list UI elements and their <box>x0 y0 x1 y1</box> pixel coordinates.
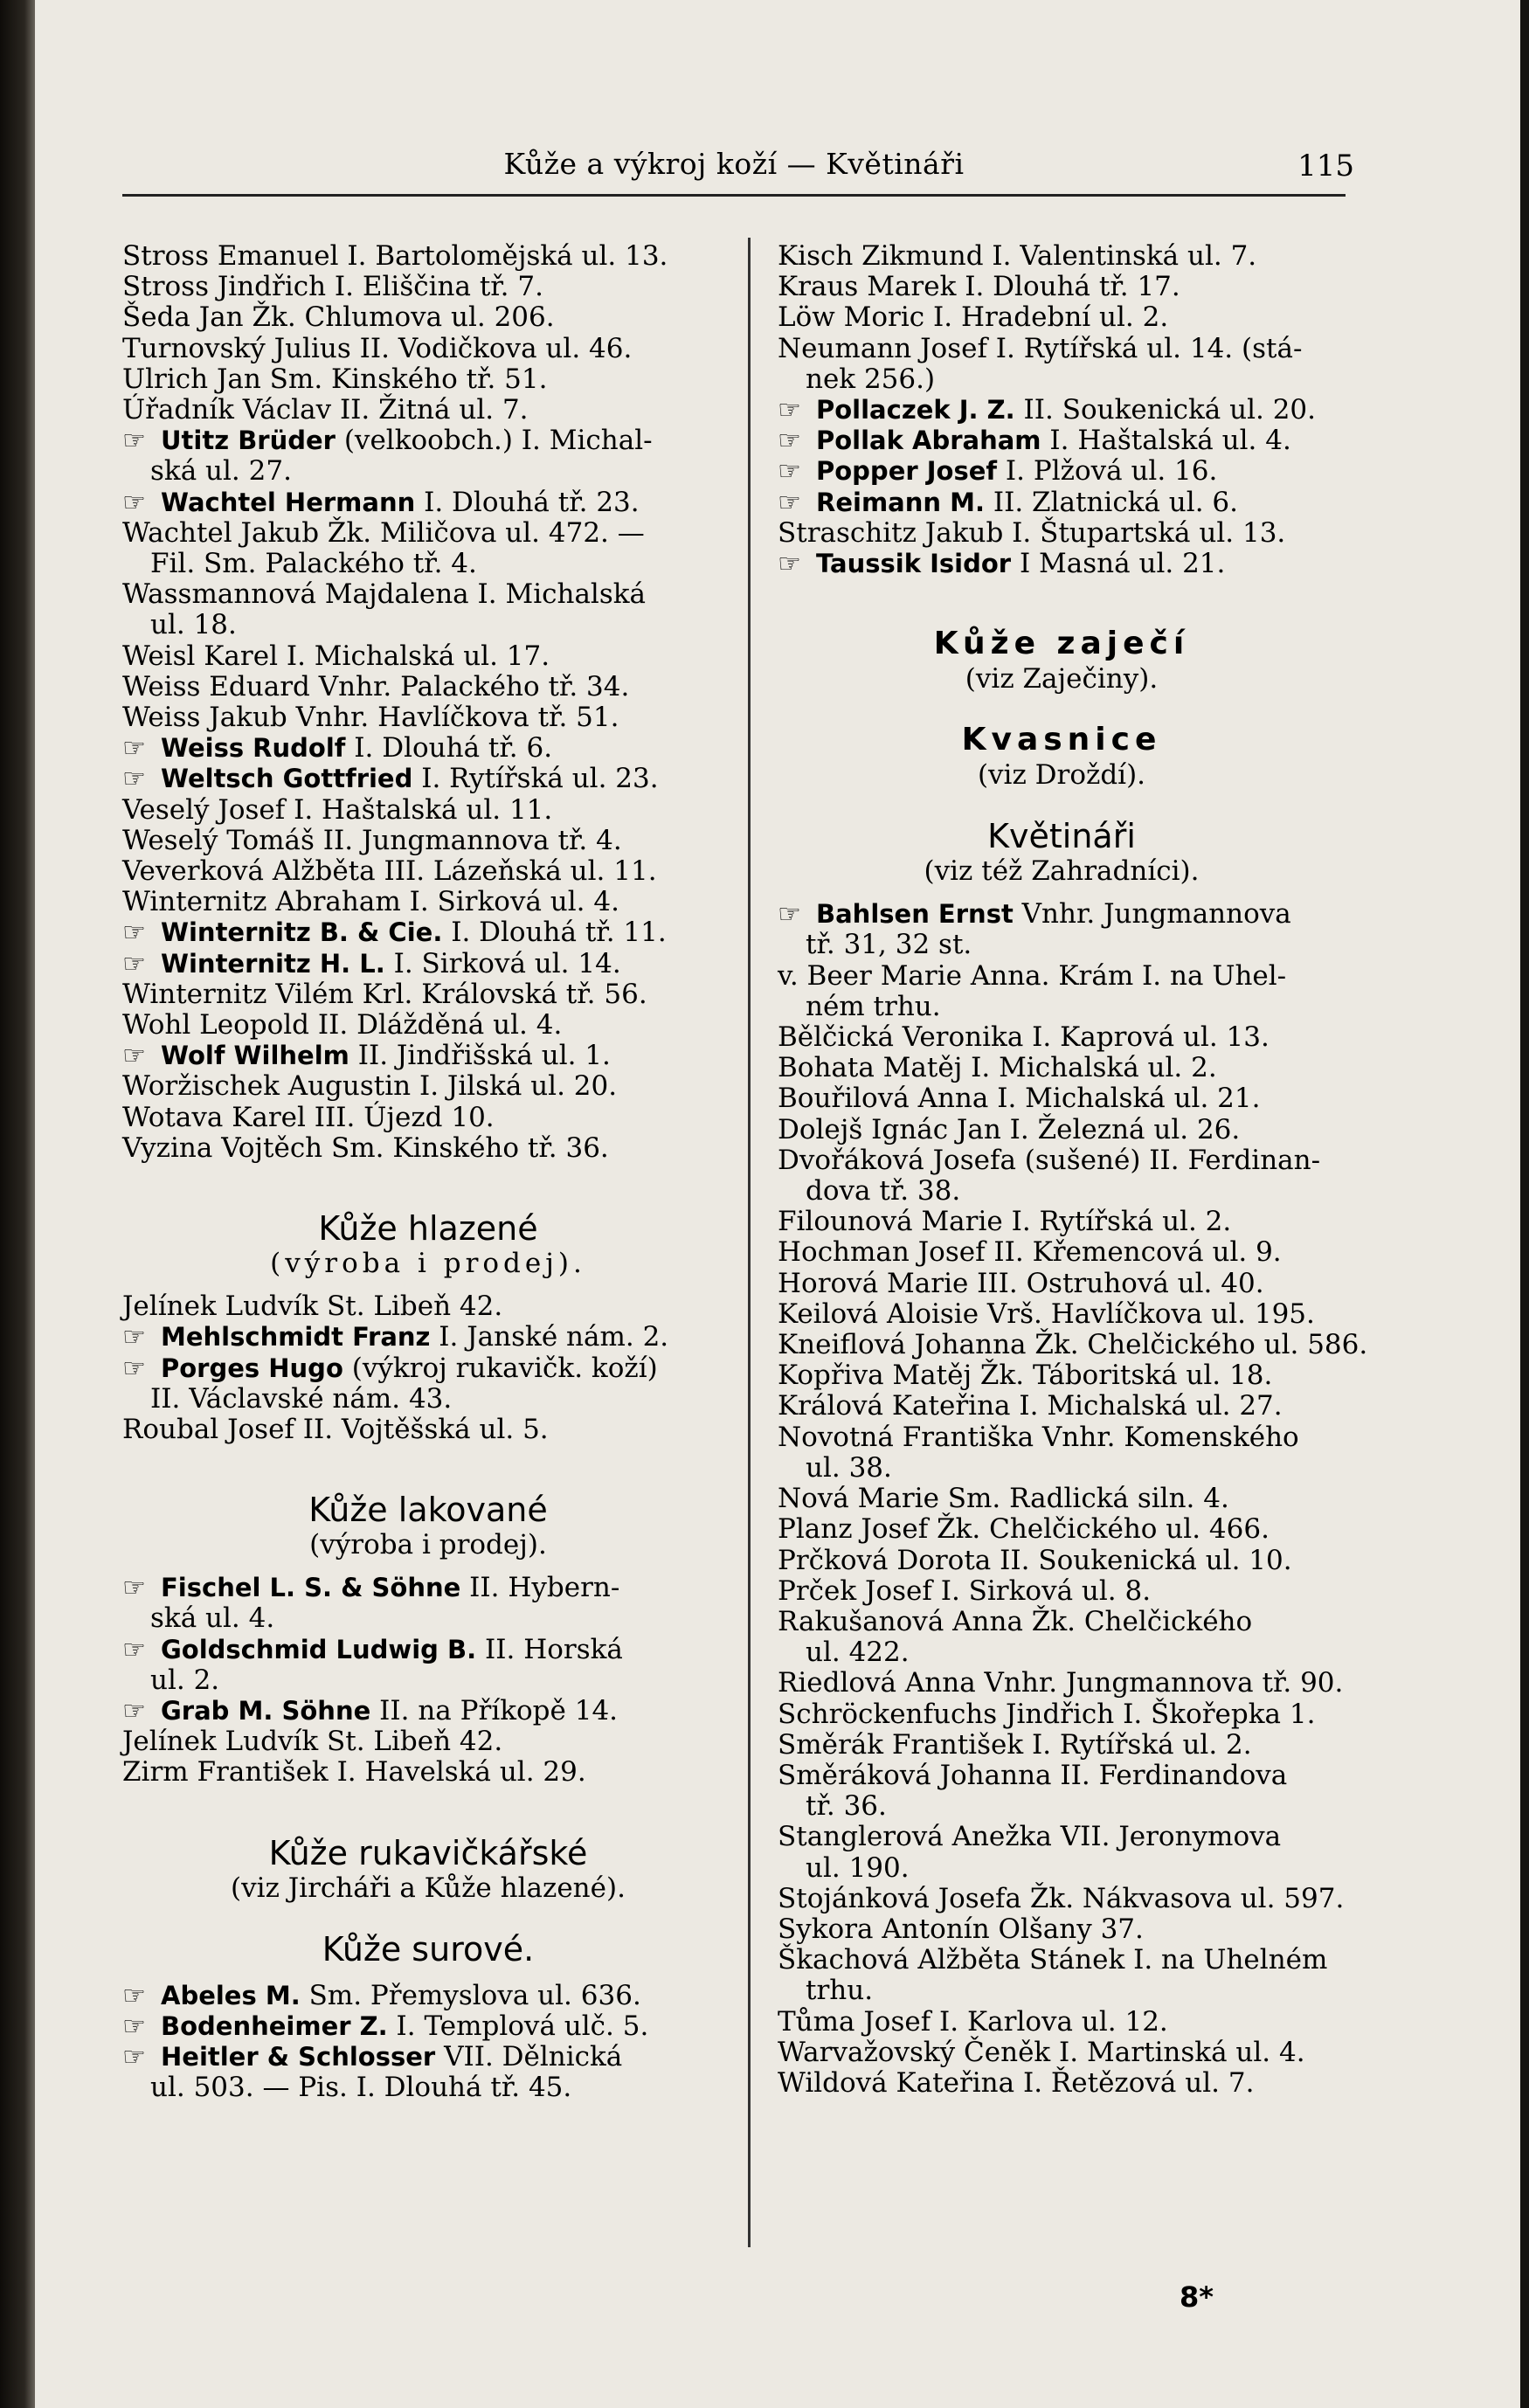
book-binding-edge <box>0 0 35 2408</box>
page-number: 115 <box>1297 149 1354 183</box>
directory-entry <box>122 1322 734 1353</box>
entry-text: Šeda Jan Žk. Chlumova ul. 206. <box>122 301 555 334</box>
entry-continuation: trhu. <box>806 1975 874 2007</box>
directory-entry <box>778 1360 1346 1391</box>
entry-text: Winternitz Abraham I. Sirková ul. 4. <box>122 886 619 918</box>
entry-name-bold: Winternitz H. L. <box>161 948 385 979</box>
directory-entry <box>122 2042 734 2103</box>
section-heading: Kvasnice <box>961 722 1162 758</box>
entry-continuation: ul. 38. <box>806 1451 892 1484</box>
pointing-hand-icon: ☞ <box>122 1041 146 1072</box>
directory-entry <box>122 1726 734 1757</box>
pointing-hand-icon: ☞ <box>122 426 146 457</box>
entry-text: I. Templová ulč. 5. <box>387 2010 649 2042</box>
directory-entry <box>122 518 734 579</box>
entry-text: Hochman Josef II. Křemencová ul. 9. <box>778 1236 1282 1269</box>
directory-entry <box>122 856 734 887</box>
entry-continuation: ném trhu. <box>806 990 941 1022</box>
directory-entry <box>122 579 734 640</box>
entry-text: II. Hybern- <box>460 1572 620 1604</box>
entry-name-bold: Abeles M. <box>161 1980 301 2010</box>
directory-entry <box>122 395 734 426</box>
entry-name-bold: Winternitz B. & Cie. <box>161 917 443 948</box>
directory-entry <box>778 1546 1346 1576</box>
pointing-hand-icon: ☞ <box>122 2041 146 2072</box>
directory-entry <box>122 1696 734 1726</box>
directory-entry <box>778 456 1346 487</box>
entry-list <box>122 1573 734 1788</box>
entry-text: II. na Příkopě 14. <box>370 1694 619 1726</box>
directory-entry <box>778 1884 1346 1914</box>
entry-text: Dolejš Ignác Jan I. Železná ul. 26. <box>778 1113 1241 1145</box>
entry-text: (výkroj rukavičk. koží) <box>342 1352 658 1384</box>
directory-entry <box>122 979 734 1010</box>
directory-entry <box>778 1115 1346 1145</box>
entry-text: Novotná Františka Vnhr. Komenského <box>778 1421 1299 1453</box>
directory-entry <box>778 1822 1346 1883</box>
entry-text: Winternitz Vilém Krl. Královská tř. 56. <box>122 978 647 1010</box>
entry-name-bold: Pollaczek J. Z. <box>816 395 1015 426</box>
directory-entry <box>122 1573 734 1634</box>
entry-text: I. Haštalská ul. 4. <box>1041 425 1291 457</box>
directory-entry <box>778 426 1346 456</box>
running-title: Kůže a výkroj koží — Květináři <box>503 147 965 181</box>
entry-text: Jelínek Ludvík St. Libeň 42. <box>122 1726 503 1758</box>
entry-text: Bělčická Veronika I. Kaprová ul. 13. <box>778 1021 1270 1054</box>
directory-entry <box>122 826 734 856</box>
entry-text: Kisch Zikmund I. Valentinská ul. 7. <box>778 240 1257 272</box>
entry-text: I. Sirková ul. 14. <box>384 947 621 979</box>
section-subtitle: (viz též Zahradníci). <box>924 855 1200 888</box>
directory-entry <box>778 2038 1346 2068</box>
directory-entry <box>778 1391 1346 1422</box>
pointing-hand-icon: ☞ <box>122 733 146 765</box>
entry-text: VII. Dělnická <box>435 2040 623 2072</box>
entry-continuation: dova tř. 38. <box>806 1175 961 1207</box>
entry-continuation: II. Václavské nám. 43. <box>150 1382 453 1415</box>
pointing-hand-icon: ☞ <box>122 764 146 795</box>
section-subtitle: (viz Droždí). <box>977 759 1146 792</box>
directory-entry <box>778 1145 1346 1207</box>
entry-text: Weselý Tomáš II. Jungmannova tř. 4. <box>122 824 622 856</box>
pointing-hand-icon: ☞ <box>778 426 801 457</box>
section-heading: Květináři <box>987 817 1136 856</box>
column-divider <box>748 238 751 2247</box>
section-heading: Kůže hlazené <box>318 1209 538 1249</box>
directory-entry <box>778 302 1346 333</box>
directory-entry <box>778 899 1346 960</box>
entry-text: Wohl Leopold II. Dlážděná ul. 4. <box>122 1009 563 1041</box>
entry-continuation: ul. 422. <box>806 1636 910 1669</box>
entry-continuation: tř. 31, 32 st. <box>806 929 972 961</box>
entry-name-bold: Bodenheimer Z. <box>161 2010 388 2041</box>
directory-entry <box>122 1635 734 1696</box>
directory-entry <box>778 1083 1346 1114</box>
section-subtitle: (viz Zaječiny). <box>965 663 1159 695</box>
entry-text: Löw Moric I. Hradební ul. 2. <box>778 301 1169 334</box>
directory-entry <box>122 334 734 364</box>
directory-entry <box>122 949 734 979</box>
pointing-hand-icon: ☞ <box>778 456 801 488</box>
entry-text: Keilová Aloisie Vrš. Havlíčkova ul. 195. <box>778 1297 1315 1330</box>
entry-text: Horová Marie III. Ostruhová ul. 40. <box>778 1267 1264 1299</box>
entry-name-bold: Wolf Wilhelm <box>161 1041 349 1071</box>
pointing-hand-icon: ☞ <box>778 549 801 580</box>
entry-list <box>778 241 1346 579</box>
entry-text: Sykora Antonín Olšany 37. <box>778 1913 1144 1945</box>
directory-entry <box>122 917 734 948</box>
directory-entry <box>122 1071 734 1102</box>
page-header <box>122 140 1354 192</box>
directory-entry <box>122 1133 734 1164</box>
directory-entry <box>778 518 1346 549</box>
entry-text: Králová Kateřina I. Michalská ul. 27. <box>778 1390 1283 1422</box>
pointing-hand-icon: ☞ <box>122 1980 146 2011</box>
entry-name-bold: Porges Hugo <box>161 1353 343 1383</box>
directory-entry <box>778 1207 1346 1237</box>
entry-text: Kraus Marek I. Dlouhá tř. 17. <box>778 271 1180 303</box>
directory-entry <box>778 334 1346 395</box>
entry-name-bold: Popper Josef <box>816 456 998 487</box>
pointing-hand-icon: ☞ <box>122 1695 146 1726</box>
directory-entry <box>778 1576 1346 1607</box>
pointing-hand-icon: ☞ <box>122 948 146 979</box>
entry-text: I. Janské nám. 2. <box>430 1321 669 1353</box>
header-rule <box>122 194 1346 197</box>
pointing-hand-icon: ☞ <box>778 395 801 426</box>
entry-text: v. Beer Marie Anna. Krám I. na Uhel- <box>778 959 1287 992</box>
entry-name-bold: Pollak Abraham <box>816 426 1041 456</box>
entry-continuation: Fil. Sm. Palackého tř. 4. <box>150 548 477 580</box>
entry-text: Veselý Josef I. Haštalská ul. 11. <box>122 793 553 826</box>
directory-entry <box>122 702 734 733</box>
entry-text: Roubal Josef II. Vojtěšská ul. 5. <box>122 1413 549 1445</box>
section-heading: Kůže zaječí <box>933 626 1190 662</box>
entry-text: Ulrich Jan Sm. Kinského tř. 51. <box>122 363 548 395</box>
entry-name-bold: Grab M. Söhne <box>161 1695 371 1726</box>
entry-text: Wotava Karel III. Újezd 10. <box>122 1101 495 1133</box>
entry-name-bold: Taussik Isidor <box>816 549 1012 579</box>
section-subtitle: (výroba i prodej). <box>270 1248 586 1280</box>
entry-text: Stross Emanuel I. Bartolomějská ul. 13. <box>122 240 668 272</box>
entry-text: Woržischek Augustin I. Jilská ul. 20. <box>122 1070 618 1103</box>
directory-entry <box>778 1022 1346 1053</box>
pointing-hand-icon: ☞ <box>778 487 801 518</box>
entry-text: Sm. Přemyslova ul. 636. <box>300 1979 641 2011</box>
entry-text: Škachová Alžběta Stánek I. na Uhelném <box>778 1944 1328 1976</box>
directory-entry <box>122 795 734 826</box>
directory-entry <box>122 241 734 272</box>
pointing-hand-icon: ☞ <box>122 917 146 949</box>
entry-text: Rakušanová Anna Žk. Chelčického <box>778 1605 1253 1637</box>
entry-text: II. Zlatnická ul. 6. <box>985 486 1238 518</box>
entry-text: Weiss Jakub Vnhr. Havlíčkova tř. 51. <box>122 702 619 734</box>
directory-entry <box>778 1699 1346 1730</box>
directory-entry <box>778 1053 1346 1083</box>
pointing-hand-icon: ☞ <box>122 1322 146 1353</box>
entry-text: II. Soukenická ul. 20. <box>1014 394 1317 426</box>
entry-text: Weiss Eduard Vnhr. Palackého tř. 34. <box>122 670 630 702</box>
entry-text: Riedlová Anna Vnhr. Jungmannova tř. 90. <box>778 1667 1344 1699</box>
pointing-hand-icon: ☞ <box>122 487 146 518</box>
directory-entry <box>778 1514 1346 1545</box>
left-column <box>122 241 734 2103</box>
entry-name-bold: Goldschmid Ludwig B. <box>161 1634 477 1664</box>
directory-entry <box>122 733 734 764</box>
entry-list <box>778 898 1368 2099</box>
directory-entry <box>778 1299 1346 1330</box>
entry-text: Prčková Dorota II. Soukenická ul. 10. <box>778 1544 1292 1576</box>
directory-entry <box>778 2068 1346 2099</box>
directory-entry <box>778 1484 1346 1514</box>
directory-entry <box>122 764 734 794</box>
directory-entry <box>778 961 1346 1022</box>
entry-name-bold: Wachtel Hermann <box>161 487 416 517</box>
directory-entry <box>122 272 734 302</box>
directory-entry <box>778 1761 1346 1822</box>
directory-entry <box>122 672 734 702</box>
entry-text: Stanglerová Anežka VII. Jeronymova <box>778 1821 1282 1853</box>
directory-entry <box>778 1607 1346 1668</box>
entry-text: Úřadník Václav II. Žitná ul. 7. <box>122 394 529 426</box>
directory-entry <box>778 1237 1346 1268</box>
directory-entry <box>778 1945 1346 2006</box>
entry-text: Stross Jindřich I. Eliščina tř. 7. <box>122 271 543 303</box>
entry-name-bold: Weiss Rudolf <box>161 733 346 764</box>
entry-text: Zirm František I. Havelská ul. 29. <box>122 1756 586 1789</box>
directory-entry <box>122 1981 734 2011</box>
entry-text: Straschitz Jakub I. Štupartská ul. 13. <box>778 516 1286 549</box>
entry-text: I. Dlouhá tř. 23. <box>415 486 640 518</box>
entry-continuation: ul. 503. — Pis. I. Dlouhá tř. 45. <box>150 2072 572 2104</box>
directory-entry <box>778 395 1346 426</box>
directory-entry <box>778 1668 1346 1699</box>
entry-text: Stojánková Josefa Žk. Nákvasova ul. 597. <box>778 1882 1345 1914</box>
directory-entry <box>122 1757 734 1788</box>
directory-entry <box>122 1041 734 1071</box>
directory-entry <box>778 2007 1346 2038</box>
directory-entry <box>778 488 1346 518</box>
directory-entry <box>122 887 734 917</box>
entry-text: Směrák František I. Rytířská ul. 2. <box>778 1728 1252 1761</box>
entry-list <box>122 1291 734 1445</box>
entry-text: Kopřiva Matěj Žk. Táboritská ul. 18. <box>778 1360 1273 1392</box>
entry-text: Planz Josef Žk. Chelčického ul. 466. <box>778 1513 1270 1546</box>
entry-name-bold: Reimann M. <box>816 487 985 517</box>
entry-name-bold: Fischel L. S. & Söhne <box>161 1573 461 1603</box>
entry-text: II. Horská <box>476 1633 623 1665</box>
section-heading: Kůže rukavičkářské <box>268 1833 588 1872</box>
entry-text: I Masná ul. 21. <box>1011 548 1226 580</box>
entry-text: Filounová Marie I. Rytířská ul. 2. <box>778 1206 1232 1238</box>
entry-continuation: ul. 2. <box>150 1664 220 1696</box>
entry-text: II. Jindřišská ul. 1. <box>349 1040 611 1072</box>
entry-text: Wassmannová Majdalena I. Michalská <box>122 578 647 611</box>
entry-continuation: ská ul. 27. <box>150 455 292 488</box>
section-subtitle: (viz Jircháři a Kůže hlazené). <box>231 1872 626 1904</box>
entry-text: Jelínek Ludvík St. Libeň 42. <box>122 1290 503 1323</box>
entry-text: Nová Marie Sm. Radlická siln. 4. <box>778 1483 1229 1515</box>
pointing-hand-icon: ☞ <box>122 1353 146 1384</box>
entry-text: I. Plžová ul. 16. <box>997 455 1218 488</box>
entry-text: Wildová Kateřina I. Řetězová ul. 7. <box>778 2066 1255 2099</box>
entry-name-bold: Utitz Brüder <box>161 426 336 456</box>
entry-continuation: tř. 36. <box>806 1790 887 1823</box>
pointing-hand-icon: ☞ <box>122 1634 146 1665</box>
entry-name-bold: Heitler & Schlosser <box>161 2041 436 2072</box>
directory-entry <box>778 1329 1368 1361</box>
entry-text: Neumann Josef I. Rytířská ul. 14. (stá- <box>778 332 1303 364</box>
entry-list <box>122 1981 734 2104</box>
directory-entry <box>778 549 1346 579</box>
entry-continuation: ská ul. 4. <box>150 1602 275 1635</box>
section-subtitle: (výroba i prodej). <box>309 1529 547 1561</box>
directory-entry <box>122 426 734 487</box>
directory-entry <box>122 1353 734 1415</box>
directory-entry <box>122 1415 734 1445</box>
directory-entry <box>778 1422 1346 1484</box>
entry-text: I. Dlouhá tř. 11. <box>442 917 667 949</box>
pointing-hand-icon: ☞ <box>778 899 801 931</box>
directory-entry <box>778 272 1346 302</box>
directory-entry <box>122 1010 734 1041</box>
entry-text: Směráková Johanna II. Ferdinandova <box>778 1759 1288 1791</box>
entry-text: Prček Josef I. Sirková ul. 8. <box>778 1574 1152 1607</box>
entry-text: Turnovský Julius II. Vodičkova ul. 46. <box>122 332 633 364</box>
entry-text: Warvažovský Čeněk I. Martinská ul. 4. <box>778 2036 1305 2068</box>
directory-entry <box>778 1730 1346 1761</box>
directory-entry <box>778 241 1346 272</box>
section-heading: Kůže lakované <box>308 1491 548 1530</box>
entry-list <box>122 241 734 1164</box>
entry-text: Weisl Karel I. Michalská ul. 17. <box>122 640 550 672</box>
directory-entry <box>122 1291 734 1322</box>
entry-text: Veverková Alžběta III. Lázeňská ul. 11. <box>122 855 657 888</box>
entry-text: I. Rytířská ul. 23. <box>412 763 659 795</box>
entry-text: Tůma Josef I. Karlova ul. 12. <box>778 2005 1168 2038</box>
directory-entry <box>122 2011 734 2042</box>
entry-name-bold: Bahlsen Ernst <box>816 899 1014 930</box>
section-heading: Kůže surové. <box>322 1929 535 1969</box>
directory-entry <box>122 1103 734 1133</box>
entry-text: Dvořáková Josefa (sušené) II. Ferdinan- <box>778 1144 1321 1176</box>
entry-text: (velkoobch.) I. Michal- <box>335 425 653 457</box>
entry-name-bold: Mehlschmidt Franz <box>161 1322 431 1353</box>
directory-entry <box>778 1914 1346 1945</box>
directory-entry <box>778 1269 1346 1299</box>
entry-text: Vyzina Vojtěch Sm. Kinského tř. 36. <box>122 1131 609 1164</box>
entry-continuation: ul. 190. <box>806 1851 910 1884</box>
entry-text: Vnhr. Jungmannova <box>1013 898 1291 931</box>
entry-text: Schröckenfuchs Jindřich I. Škořepka 1. <box>778 1698 1316 1730</box>
entry-text: I. Dlouhá tř. 6. <box>345 732 553 765</box>
right-column <box>778 240 1368 2099</box>
directory-entry <box>122 641 734 672</box>
entry-name-bold: Weltsch Gottfried <box>161 764 413 794</box>
entry-continuation: ul. 18. <box>150 609 237 641</box>
pointing-hand-icon: ☞ <box>122 2010 146 2042</box>
entry-text: Bohata Matěj I. Michalská ul. 2. <box>778 1052 1217 1084</box>
entry-text: Bouřilová Anna I. Michalská ul. 21. <box>778 1083 1261 1115</box>
directory-entry <box>122 364 734 395</box>
entry-text: Wachtel Jakub Žk. Miličova ul. 472. — <box>122 516 645 549</box>
entry-continuation: nek 256.) <box>806 363 936 395</box>
pointing-hand-icon: ☞ <box>122 1573 146 1604</box>
directory-entry <box>122 488 734 518</box>
signature-mark: 8* <box>1180 2280 1214 2314</box>
directory-entry <box>122 302 734 333</box>
entry-text: Kneiflová Johanna Žk. Chelčického ul. 586. <box>778 1329 1368 1361</box>
